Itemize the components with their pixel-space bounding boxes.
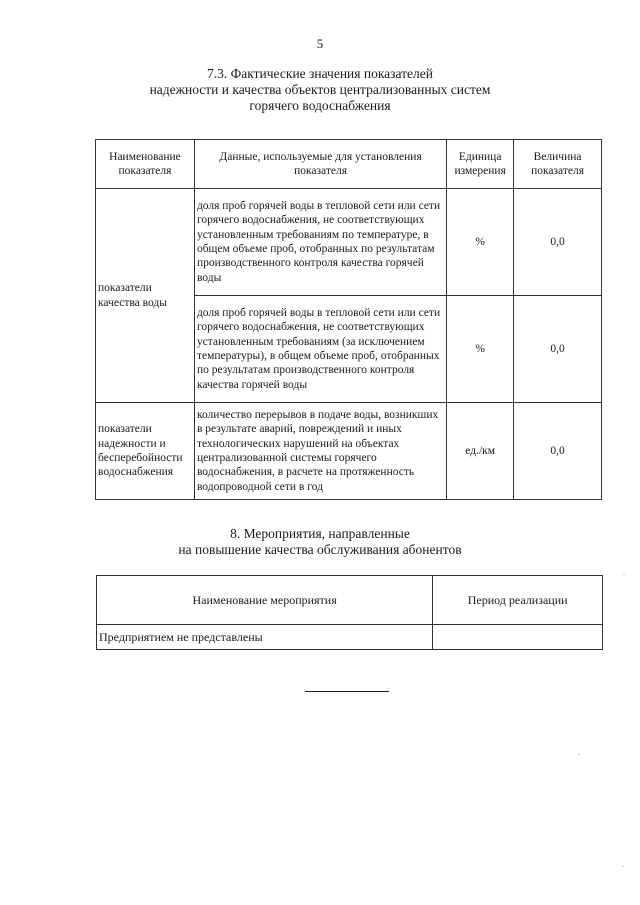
row-description: доля проб горячей воды в тепловой сети или сети горячего водоснабжения, не соответствующих установленным требованиям по температуре, в общем объеме проб, отобранных по результатам производственного контроля качества горячей воды bbox=[194, 189, 446, 296]
section-7-3-title bbox=[0, 66, 640, 114]
header-measure-name: Наименование мероприятия bbox=[97, 576, 433, 625]
scan-speck: . bbox=[578, 748, 580, 757]
section-8-title-line-1: 8. Мероприятия, направленные bbox=[230, 526, 410, 541]
section-7-3-title-line-1: 7.3. Фактические значения показателей bbox=[206, 66, 433, 81]
row-value: 0,0 bbox=[514, 189, 602, 296]
section-7-3-title-line-3: горячего водоснабжения bbox=[249, 98, 391, 113]
section-8-title-line-2: на повышение качества обслуживания абонентов bbox=[178, 542, 462, 557]
row-unit: ед./км bbox=[447, 403, 514, 500]
section-8-title bbox=[0, 526, 640, 558]
row-unit: % bbox=[447, 189, 514, 296]
measure-period bbox=[433, 625, 603, 650]
indicators-table bbox=[95, 139, 602, 500]
scan-speck: . bbox=[622, 860, 624, 869]
measures-header-row bbox=[97, 576, 603, 625]
table-row bbox=[96, 189, 602, 296]
group-name-water-quality: показатели качества воды bbox=[96, 189, 195, 403]
row-description: доля проб горячей воды в тепловой сети или сети горячего водоснабжения, не соответствующих установленным требованиям (за исключением температуры), в общем объеме проб, отобранных по результатам производственного контроля качества горячей воды bbox=[194, 296, 446, 403]
measures-table bbox=[96, 575, 603, 650]
end-rule bbox=[305, 691, 389, 692]
group-name-reliability: показатели надежности и бесперебойности водоснабжения bbox=[96, 403, 195, 500]
measure-name: Предприятием не представлены bbox=[97, 625, 433, 650]
header-unit: Единица измерения bbox=[447, 140, 514, 189]
header-indicator-name: Наименование показателя bbox=[96, 140, 195, 189]
header-value: Величина показателя bbox=[514, 140, 602, 189]
header-data-used: Данные, используемые для установления показателя bbox=[194, 140, 446, 189]
section-7-3-title-line-2: надежности и качества объектов централизованных систем bbox=[149, 82, 491, 97]
header-period: Период реализации bbox=[433, 576, 603, 625]
scan-speck: . bbox=[623, 568, 625, 577]
indicators-header-row bbox=[96, 140, 602, 189]
row-value: 0,0 bbox=[514, 403, 602, 500]
row-description: количество перерывов в подаче воды, возникших в результате аварий, повреждений и иных технологических нарушений на объектах централизованной системы горячего водоснабжения, в расчете на протяженность водопроводной сети в год bbox=[194, 403, 446, 500]
page-number: 5 bbox=[316, 36, 324, 51]
row-value: 0,0 bbox=[514, 296, 602, 403]
table-row bbox=[96, 403, 602, 500]
table-row bbox=[97, 625, 603, 650]
row-unit: % bbox=[447, 296, 514, 403]
